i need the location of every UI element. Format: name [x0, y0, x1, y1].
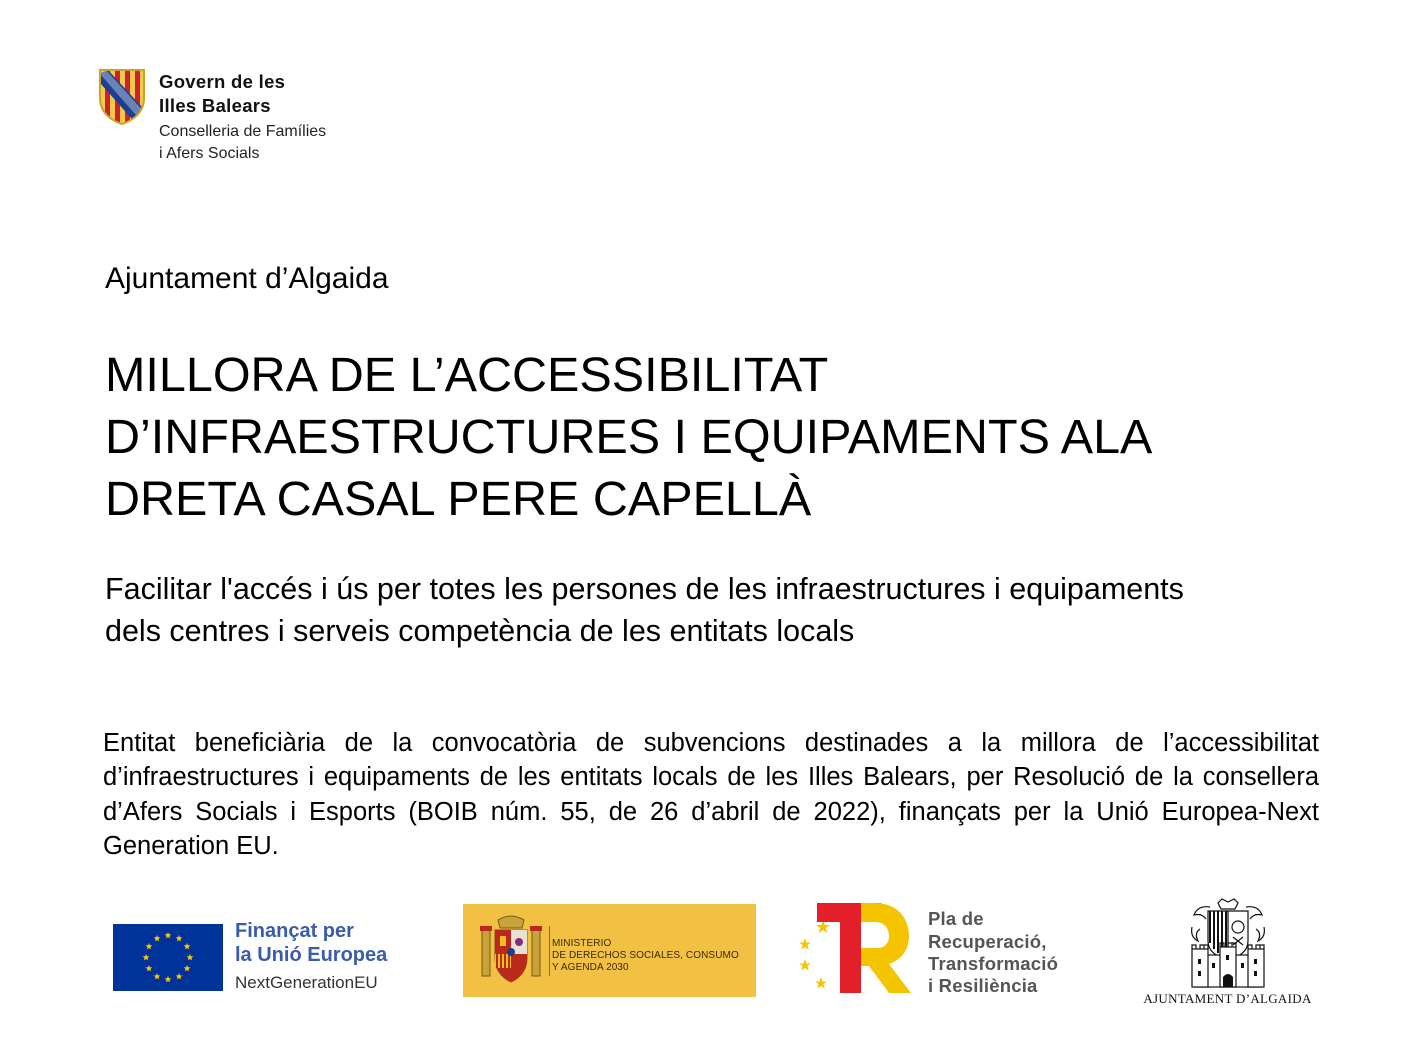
eu-flag-icon	[113, 924, 223, 991]
algaida-logo	[1140, 897, 1315, 1012]
subtitle-line: dels centres i serveis competència de les entitats locals	[105, 614, 855, 648]
title-line: D’INFRAESTRUCTURES I EQUIPAMENTS ALA	[105, 410, 1153, 464]
conselleria-line-2: i Afers Socials	[159, 145, 260, 162]
prtr-line-4: i Resiliència	[928, 975, 1038, 996]
subtitle-line: Facilitar l'accés i ús per totes les persones de les infraestructures i equipaments	[105, 572, 1184, 606]
title-line: DRETA CASAL PERE CAPELLÀ	[105, 472, 812, 526]
ministerio-line-1: MINISTERIO	[552, 938, 612, 949]
eu-text-line-1: Finançat per	[235, 920, 354, 942]
entity-name: Ajuntament d’Algaida	[105, 262, 389, 295]
funding-statement: Entitat beneficiària de la convocatòria de subvencions destinades a la millora de l’accessibilitat d’infraestructures i equipaments de les entitats locals de les Illes Balears, per Resolució de la consellera d’Afers Socials i Esports (BOIB núm. 55, de 26 d’abril de 2022), finançats per la Unió Europea-Next Generation EU.	[103, 729, 1319, 860]
prtr-logo	[795, 902, 1075, 997]
govern-line-1: Govern de les	[159, 71, 286, 92]
prtr-line-1: Pla de	[928, 908, 984, 929]
ministerio-separator	[549, 926, 550, 976]
balearic-shield-icon	[98, 68, 146, 126]
eu-text-line-3: NextGenerationEU	[235, 973, 378, 992]
title-line: MILLORA DE L’ACCESSIBILITAT	[105, 348, 829, 402]
tr-logo-icon	[795, 902, 920, 997]
project-subtitle	[105, 568, 1335, 652]
govern-line-2: Illes Balears	[159, 95, 271, 116]
project-title	[105, 344, 1305, 530]
prtr-line-2: Recuperació,	[928, 931, 1047, 952]
ministerio-logo	[463, 904, 756, 997]
eu-text-line-2: la Unió Europea	[235, 944, 388, 966]
prtr-line-3: Transformació	[928, 953, 1059, 974]
algaida-coat-of-arms-icon	[1188, 897, 1268, 989]
conselleria-line-1: Conselleria de Famílies	[159, 123, 327, 140]
ministerio-line-3: Y AGENDA 2030	[552, 962, 629, 973]
ministerio-line-2: DE DERECHOS SOCIALES, CONSUMO	[552, 950, 739, 961]
spain-coat-of-arms-icon	[480, 914, 542, 988]
eu-funding-logo	[113, 920, 413, 994]
govern-logo	[98, 68, 398, 178]
algaida-label: AJUNTAMENT D’ALGAIDA	[1143, 991, 1312, 1006]
